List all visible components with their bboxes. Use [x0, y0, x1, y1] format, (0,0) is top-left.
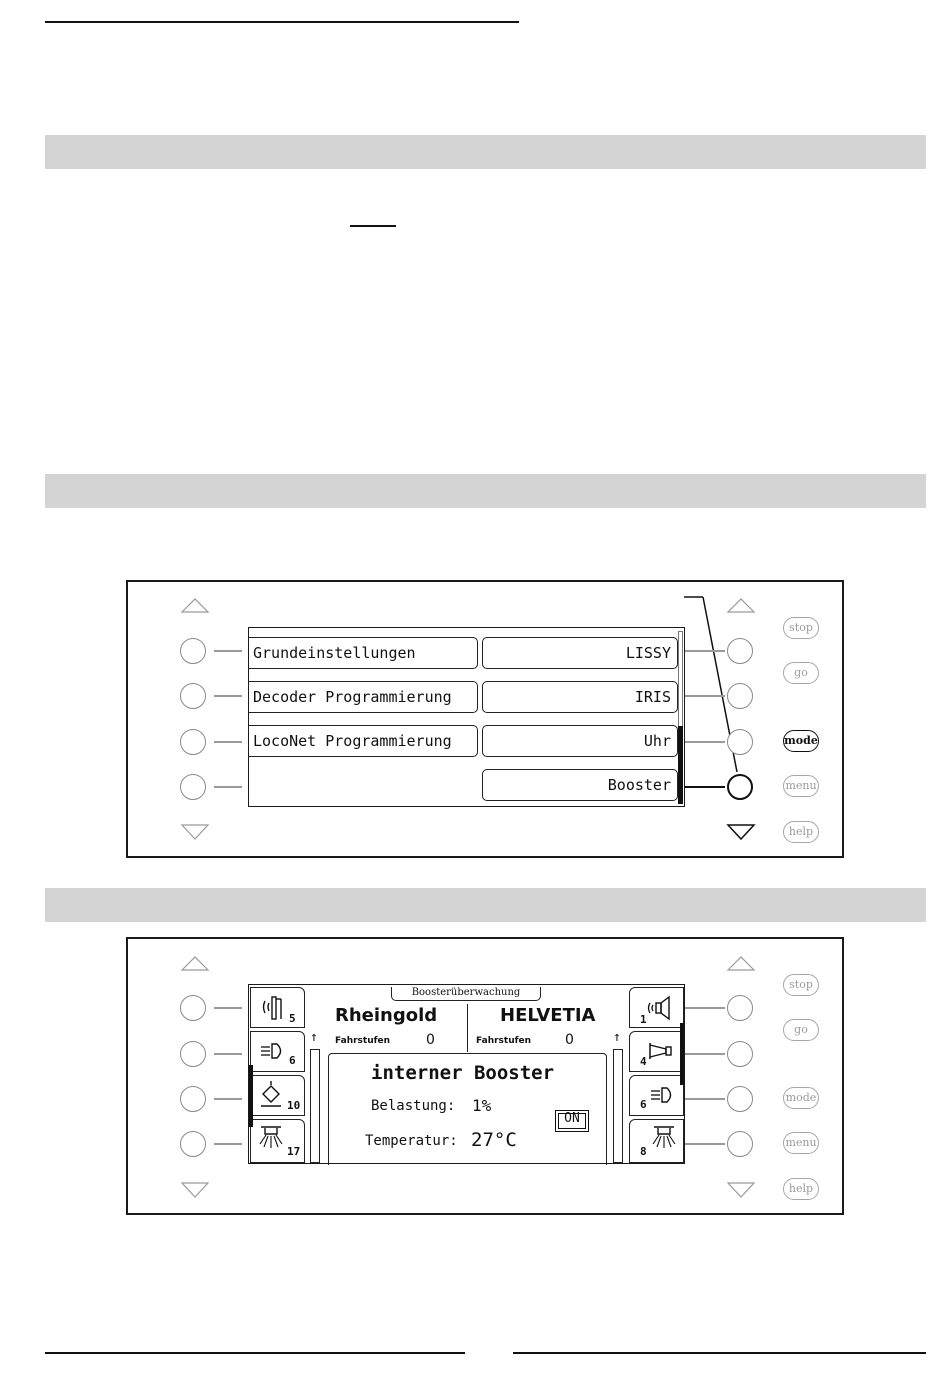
device-panel-menu [126, 580, 844, 858]
knob-right-2[interactable] [727, 1041, 753, 1067]
menu-scrollbar-thumb[interactable] [678, 726, 683, 804]
menu-screen [248, 627, 685, 807]
stop-button[interactable]: stop [783, 974, 819, 996]
footer-rule-right [513, 1352, 926, 1354]
menu-item-lissy[interactable]: LISSY [482, 637, 678, 669]
knob-lead-right-3 [685, 1098, 725, 1100]
menu-item-uhr[interactable]: Uhr [482, 725, 678, 757]
scroll-up-right-icon[interactable] [728, 599, 754, 612]
function-number: 1 [640, 1013, 647, 1026]
knob-right-3[interactable] [727, 1086, 753, 1112]
help-button[interactable]: help [783, 821, 819, 843]
cab-light-icon [652, 1124, 682, 1154]
scroll-up-left-icon[interactable] [182, 599, 208, 612]
speed-bar-right [613, 1049, 623, 1163]
booster-screen [248, 984, 685, 1164]
function-box-right-1[interactable] [629, 987, 684, 1028]
knob-lead-right-4 [685, 1143, 725, 1145]
function-box-right-4[interactable] [629, 1119, 684, 1163]
header-rule [45, 21, 519, 23]
direction-arrow-right: ↑ [613, 1030, 621, 1045]
knob-lead-right-4 [685, 786, 725, 788]
knob-right-3[interactable] [727, 729, 753, 755]
go-button[interactable]: go [783, 1019, 819, 1041]
help-button[interactable]: help [783, 1178, 819, 1200]
knob-left-4[interactable] [180, 1131, 206, 1157]
cab-light-icon [259, 1124, 289, 1154]
section-band-1 [45, 135, 926, 169]
left-function-scrollbar[interactable] [249, 1065, 253, 1127]
knob-lead-right-1 [685, 1007, 725, 1009]
knob-lead-left-2 [214, 1053, 242, 1055]
knob-lead-left-4 [214, 786, 242, 788]
temperature-value: 27°C [471, 1129, 517, 1151]
on-status-badge[interactable]: ON [555, 1110, 589, 1132]
footer-rule-left [45, 1352, 465, 1354]
menu-item-loconet-programmierung[interactable]: LocoNet Programmierung [249, 725, 478, 757]
function-number: 8 [640, 1145, 647, 1158]
function-number: 4 [640, 1055, 647, 1068]
function-box-right-3[interactable] [629, 1075, 684, 1116]
section-band-2 [45, 474, 926, 508]
menu-button[interactable]: menu [783, 775, 819, 797]
knob-left-3[interactable] [180, 729, 206, 755]
headlight-icon [260, 1041, 290, 1065]
uncoupler-icon [259, 1080, 289, 1110]
function-box-right-2[interactable] [629, 1031, 684, 1072]
device-panel-booster [126, 937, 844, 1215]
sound-icon [647, 995, 677, 1021]
knob-right-2[interactable] [727, 683, 753, 709]
mode-button[interactable]: mode [783, 730, 819, 752]
function-box-left-4[interactable] [250, 1119, 305, 1163]
signal-icon [261, 993, 291, 1023]
menu-item-iris[interactable]: IRIS [482, 681, 678, 713]
menu-item-decoder-programmierung[interactable]: Decoder Programmierung [249, 681, 478, 713]
knob-lead-right-2 [685, 1053, 725, 1055]
scroll-down-right-icon[interactable] [728, 825, 754, 839]
speed-bar-left [310, 1049, 320, 1163]
go-button[interactable]: go [783, 662, 819, 684]
function-number: 10 [287, 1099, 301, 1112]
section-band-3 [45, 888, 926, 922]
headlight-icon [650, 1085, 680, 1109]
function-number: 6 [289, 1054, 296, 1067]
speed-value-left: 0 [426, 1032, 435, 1048]
function-box-left-2[interactable] [250, 1031, 305, 1072]
function-number: 17 [287, 1145, 301, 1158]
knob-left-2[interactable] [180, 683, 206, 709]
menu-item-grundeinstellungen[interactable]: Grundeinstellungen [249, 637, 478, 669]
speed-label-right: Fahrstufen [476, 1036, 532, 1046]
mode-button[interactable]: mode [783, 1087, 819, 1109]
loco-divider [467, 1004, 468, 1052]
underline-mark [350, 225, 396, 227]
knob-right-1[interactable] [727, 638, 753, 664]
scroll-down-right-icon[interactable] [728, 1183, 754, 1197]
scroll-up-left-icon[interactable] [182, 957, 208, 970]
function-box-left-3[interactable] [250, 1075, 305, 1116]
knob-lead-right-3 [685, 741, 725, 743]
knob-right-4[interactable] [727, 1131, 753, 1157]
stop-button[interactable]: stop [783, 617, 819, 639]
booster-info-box [328, 1053, 607, 1165]
knob-lead-left-4 [214, 1143, 242, 1145]
scroll-down-left-icon[interactable] [182, 1183, 208, 1197]
function-number: 6 [640, 1098, 647, 1111]
knob-left-3[interactable] [180, 1086, 206, 1112]
scroll-up-right-icon[interactable] [728, 957, 754, 970]
scroll-down-left-icon[interactable] [182, 825, 208, 839]
loco-name-right: HELVETIA [500, 1005, 596, 1026]
knob-left-1[interactable] [180, 995, 206, 1021]
knob-lead-left-2 [214, 695, 242, 697]
knob-lead-left-1 [214, 1007, 242, 1009]
speed-value-right: 0 [565, 1032, 574, 1048]
knob-lead-left-3 [214, 741, 242, 743]
screen-title-tab: Boosterüberwachung [391, 987, 541, 1001]
menu-button[interactable]: menu [783, 1132, 819, 1154]
load-label: Belastung: [371, 1098, 456, 1114]
speed-label-left: Fahrstufen [335, 1036, 391, 1046]
knob-lead-right-1 [685, 650, 725, 652]
right-function-scrollbar[interactable] [680, 1023, 684, 1085]
direction-arrow-left: ↑ [310, 1030, 318, 1045]
knob-lead-right-2 [685, 695, 725, 697]
knob-right-1[interactable] [727, 995, 753, 1021]
knob-left-1[interactable] [180, 638, 206, 664]
booster-name: interner Booster [371, 1062, 555, 1084]
temperature-label: Temperatur: [365, 1133, 458, 1149]
loco-name-left: Rheingold [335, 1005, 438, 1026]
knob-lead-left-3 [214, 1098, 242, 1100]
load-value: 1% [472, 1096, 492, 1115]
knob-right-4[interactable] [727, 774, 753, 800]
knob-left-4[interactable] [180, 774, 206, 800]
horn-icon [648, 1040, 678, 1064]
function-box-left-1[interactable] [250, 987, 305, 1028]
menu-item-booster[interactable]: Booster [482, 769, 678, 801]
knob-lead-left-1 [214, 650, 242, 652]
function-number: 5 [289, 1012, 296, 1025]
knob-left-2[interactable] [180, 1041, 206, 1067]
